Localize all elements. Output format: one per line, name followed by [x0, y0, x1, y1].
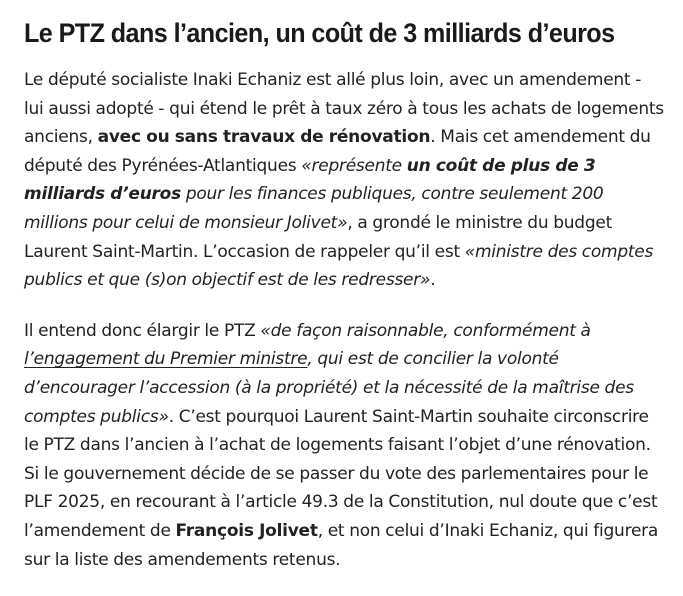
p2-link-wrap — [24, 349, 307, 369]
p1-text-2: . Mais cet amendement du député des Pyrénées-Atlantiques — [24, 127, 651, 176]
p2-text-1: Il entend donc élargir le PTZ — [24, 320, 261, 341]
p1-bold-renovation: avec ou sans travaux de rénovation — [97, 127, 431, 148]
paragraph-2 — [24, 317, 664, 574]
p1-text-4: . — [430, 270, 436, 291]
p1-quote-cost: un coût de plus de 3 milliards d’euros — [24, 155, 596, 205]
p2-quote-open: «de façon raisonnable, conformément à — [260, 320, 591, 341]
p1-quote-minister: «ministre des comptes publics et que (s)on objectif est de les redresser» — [24, 241, 654, 291]
p2-text-3: , et non celui d’Inaki Echaniz, qui figurera sur la liste des amendements retenus. — [24, 520, 659, 570]
article-body — [24, 14, 664, 596]
p1-text-1: Le député socialiste Inaki Echaniz est allé plus loin, avec un amendement - lui aussi adopté - qui étend le prêt à taux zéro à tous les achats de logements anciens, — [24, 70, 664, 148]
p2-quote-rest: , qui est de concilier la volonté d’encourager l’accession (à la propriété) et la nécessité de la maîtrise des comptes publics» — [24, 349, 634, 427]
p1-quote-close: » — [337, 212, 348, 233]
premier-ministre-link[interactable]: l’engagement du Premier ministre — [24, 349, 308, 370]
p2-text-2: . C’est pourquoi Laurent Saint-Martin souhaite circonscrire le PTZ dans l’ancien à l’achat de logements faisant l’objet d’une rénovation. Si le gouvernement décide de se passer du vote des parlementaires pour le PLF 2025, en recourant à l’article 49.3 de la Constitution, nul doute que c’est l’amendement de — [24, 406, 658, 541]
p1-quote-rest: pour les finances publiques, contre seulement 200 millions pour celui de monsieur Jolivet — [24, 184, 604, 233]
section-heading: Le PTZ dans l’ancien, un coût de 3 milliards d’euros — [24, 18, 615, 48]
p2-bold-jolivet: François Jolivet — [175, 520, 318, 541]
paragraph-1 — [24, 66, 664, 295]
p1-text-3: , a grondé le ministre du budget Laurent Saint-Martin. L’occasion de rappeler qu’il est — [24, 212, 613, 262]
p1-quote-open: «représente — [301, 155, 407, 176]
